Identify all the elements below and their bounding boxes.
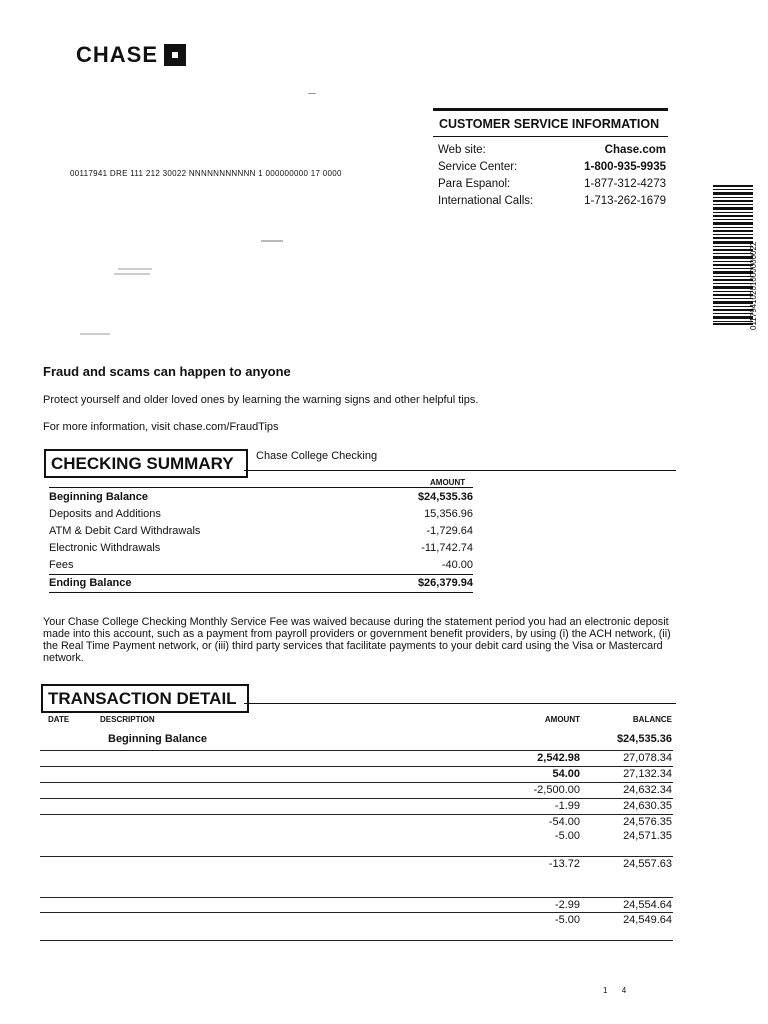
transaction-amount: -13.72 <box>548 858 580 870</box>
summary-label: Electronic Withdrawals <box>49 542 161 554</box>
csi-label: Service Center: <box>438 161 518 173</box>
csi-row-espanol <box>433 176 668 193</box>
divider <box>49 487 473 488</box>
csi-label: International Calls: <box>438 195 534 207</box>
divider <box>40 814 673 815</box>
account-name: Chase College Checking <box>256 450 378 462</box>
date-column-header: DATE <box>48 715 70 724</box>
transaction-amount: 54.00 <box>552 768 580 780</box>
divider <box>40 798 673 799</box>
account-reference-line: 00117941 DRE 111 212 30022 NNNNNNNNNNN 1 000000000 17 0000 <box>70 169 342 178</box>
csi-row-international <box>433 193 668 210</box>
page-number <box>603 986 632 995</box>
beginning-balance-value: $24,535.36 <box>616 733 672 745</box>
checking-summary-title: CHECKING SUMMARY <box>44 449 248 478</box>
summary-label: Beginning Balance <box>49 491 149 503</box>
divider <box>244 703 676 704</box>
summary-label: ATM & Debit Card Withdrawals <box>49 525 201 537</box>
chase-octagon-icon <box>164 44 186 66</box>
transaction-amount: -2,500.00 <box>533 784 580 796</box>
decorative-mark <box>118 268 152 270</box>
amount-header: AMOUNT <box>430 478 466 487</box>
transaction-balance: 27,078.34 <box>623 752 672 764</box>
fee-waiver-text: Your Chase College Checking Monthly Service Fee was waived because during the statement period you had an electronic deposit made into this account, such as a payment from payroll providers or government benefit providers, by using (i) the ACH network, (ii) the Real Time Payment network, or (iii) third party services that facilitate payments to your debit card using the Visa or Mastercard network. <box>43 616 671 664</box>
customer-service-title: CUSTOMER SERVICE INFORMATION <box>433 111 668 137</box>
transaction-balance: 24,549.64 <box>623 914 672 926</box>
page-current: 1 <box>603 986 614 995</box>
logo-text: CHASE <box>76 42 159 67</box>
divider <box>49 574 473 575</box>
barcode-graphic <box>713 185 753 325</box>
divider <box>49 592 473 593</box>
divider <box>40 940 673 941</box>
page-total: 4 <box>621 986 633 995</box>
divider <box>40 897 673 898</box>
customer-service-panel <box>433 108 668 210</box>
transaction-amount: -5.00 <box>554 830 580 842</box>
transaction-balance: 24,554.64 <box>623 899 672 911</box>
divider <box>244 470 676 471</box>
transaction-balance: 24,630.35 <box>623 800 672 812</box>
balance-column-header: BALANCE <box>632 715 672 724</box>
transaction-balance: 27,132.34 <box>623 768 672 780</box>
csi-row-service-center <box>433 159 668 176</box>
summary-row-ending <box>49 577 473 592</box>
csi-value: 1-800-935-9935 <box>584 161 666 173</box>
summary-label: Deposits and Additions <box>49 508 161 520</box>
divider <box>40 766 673 767</box>
divider <box>40 782 673 783</box>
summary-row-atm <box>49 525 473 540</box>
barcode-number: 01179410201000000022 <box>749 241 758 330</box>
decorative-mark <box>114 273 150 275</box>
summary-row-electronic <box>49 542 473 557</box>
decorative-mark <box>80 333 110 335</box>
csi-label: Web site: <box>438 144 486 156</box>
csi-row-website <box>433 142 668 159</box>
divider <box>40 856 673 857</box>
transaction-balance: 24,557.63 <box>623 858 672 870</box>
summary-value: 15,356.96 <box>424 508 473 520</box>
amount-column-header: AMOUNT <box>544 715 580 724</box>
summary-value: $24,535.36 <box>417 491 473 503</box>
transaction-amount: -1.99 <box>554 800 580 812</box>
chase-logo <box>76 42 186 68</box>
fraud-link-text[interactable]: For more information, visit chase.com/FraudTips <box>43 421 279 433</box>
transaction-amount: 2,542.98 <box>537 752 580 764</box>
summary-label: Ending Balance <box>49 577 132 589</box>
csi-label: Para Espanol: <box>438 178 511 190</box>
decorative-mark <box>261 240 283 242</box>
decorative-mark <box>308 93 316 94</box>
beginning-balance-label: Beginning Balance <box>108 733 208 745</box>
website-link[interactable]: Chase.com <box>604 144 666 156</box>
transaction-balance: 24,576.35 <box>623 816 672 828</box>
transaction-amount: -2.99 <box>554 899 580 911</box>
transaction-balance: 24,632.34 <box>623 784 672 796</box>
summary-value: $26,379.94 <box>417 577 473 589</box>
description-column-header: DESCRIPTION <box>100 715 155 724</box>
summary-label: Fees <box>49 559 74 571</box>
summary-value: -40.00 <box>441 559 473 571</box>
fraud-text: Protect yourself and older loved ones by learning the warning signs and other helpful tips. <box>43 394 479 406</box>
summary-value: -11,742.74 <box>421 542 473 554</box>
transaction-detail-title: TRANSACTION DETAIL <box>41 684 249 713</box>
fraud-title: Fraud and scams can happen to anyone <box>43 364 291 379</box>
transaction-balance: 24,571.35 <box>623 830 672 842</box>
transaction-amount: -5.00 <box>554 914 580 926</box>
summary-row-beginning <box>49 491 473 506</box>
csi-value: 1-877-312-4273 <box>584 178 666 190</box>
summary-row-deposits <box>49 508 473 523</box>
csi-value: 1-713-262-1679 <box>584 195 666 207</box>
summary-row-fees <box>49 559 473 574</box>
transaction-amount: -54.00 <box>548 816 580 828</box>
divider <box>40 750 673 751</box>
summary-value: -1,729.64 <box>426 525 473 537</box>
divider <box>40 912 673 913</box>
